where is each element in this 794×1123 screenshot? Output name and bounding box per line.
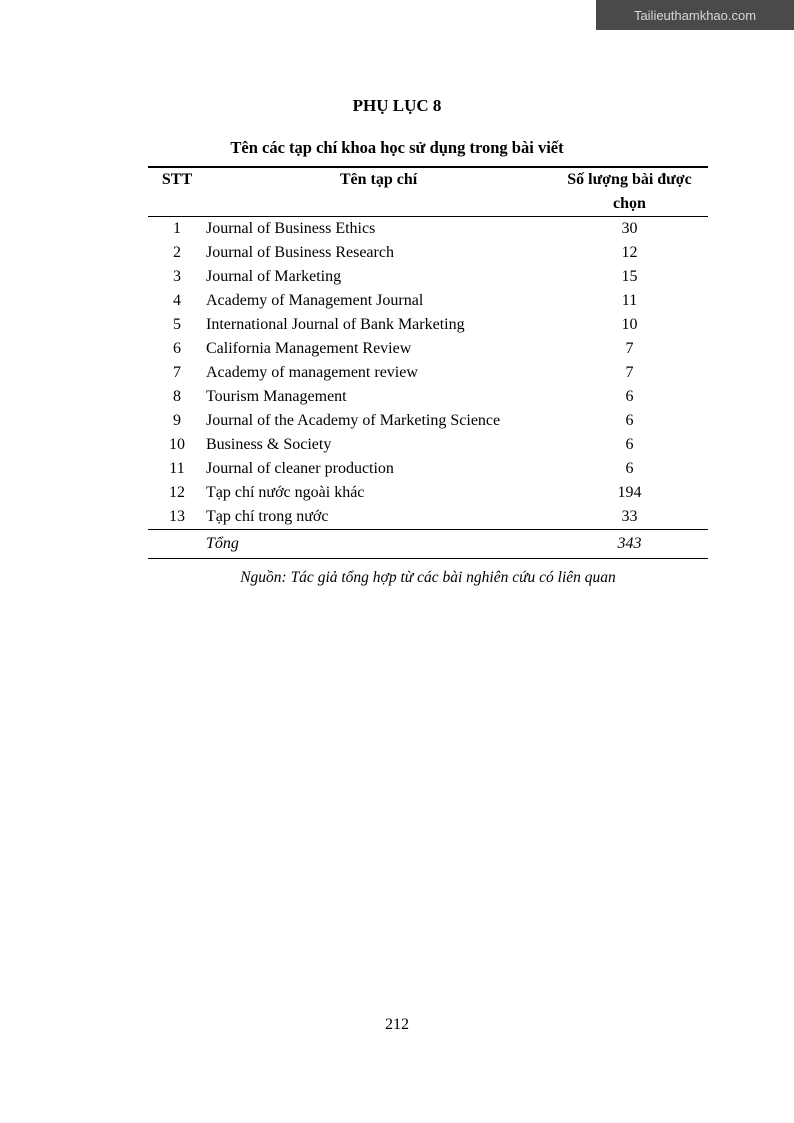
row-journal-name: Academy of Management Journal <box>206 292 424 309</box>
row-stt: 8 <box>173 388 181 405</box>
table-row <box>148 505 708 530</box>
total-row <box>148 530 708 559</box>
row-journal-name: Tạp chí trong nước <box>206 508 329 525</box>
source-note: Nguồn: Tác giả tổng hợp từ các bài nghiên cứu có liên quan <box>240 569 616 586</box>
row-stt: 11 <box>169 460 185 477</box>
table-body <box>148 217 708 530</box>
row-stt: 4 <box>173 292 181 309</box>
row-count: 6 <box>625 412 634 429</box>
table-row <box>148 385 708 409</box>
row-stt: 13 <box>169 508 185 525</box>
row-stt: 1 <box>173 220 181 237</box>
header-stt: STT <box>148 167 206 217</box>
row-count: 7 <box>625 364 634 381</box>
table-row <box>148 313 708 337</box>
row-journal-name: Journal of cleaner production <box>206 460 394 477</box>
header-count: Số lượng bài được chọn <box>551 167 708 217</box>
row-stt: 9 <box>173 412 181 429</box>
row-count: 30 <box>621 220 638 237</box>
total-label: Tổng <box>206 530 551 559</box>
row-journal-name: Business & Society <box>206 436 332 453</box>
row-journal-name: Journal of Business Research <box>206 244 394 261</box>
row-journal-name: Tạp chí nước ngoài khác <box>206 484 365 501</box>
row-journal-name: California Management Review <box>206 340 412 357</box>
total-value: 343 <box>551 530 708 559</box>
table-row <box>148 433 708 457</box>
total-empty-cell <box>148 530 206 559</box>
table-row <box>148 241 708 265</box>
journals-table <box>148 166 708 559</box>
table-row <box>148 289 708 313</box>
row-journal-name: Journal of Marketing <box>206 268 342 285</box>
row-count: 33 <box>621 508 638 525</box>
row-stt: 7 <box>173 364 181 381</box>
row-count: 194 <box>617 484 642 501</box>
row-count: 10 <box>621 316 638 333</box>
page-number: 212 <box>385 1016 409 1033</box>
table-row <box>148 217 708 242</box>
row-stt: 2 <box>173 244 181 261</box>
appendix-title: PHỤ LỤC 8 <box>352 96 442 115</box>
row-stt: 5 <box>173 316 181 333</box>
table-row <box>148 361 708 385</box>
watermark-text: Tailieuthamkhao.com <box>633 7 757 23</box>
header-name: Tên tạp chí <box>206 167 551 217</box>
table-row <box>148 337 708 361</box>
row-journal-name: International Journal of Bank Marketing <box>206 316 465 333</box>
row-count: 11 <box>621 292 638 309</box>
row-count: 6 <box>625 388 634 405</box>
row-journal-name: Tourism Management <box>206 388 347 405</box>
table-row <box>148 265 708 289</box>
table-row <box>148 409 708 433</box>
row-count: 6 <box>625 436 634 453</box>
table-row <box>148 457 708 481</box>
row-count: 15 <box>621 268 638 285</box>
row-count: 7 <box>625 340 634 357</box>
row-count: 12 <box>621 244 638 261</box>
row-journal-name: Journal of Business Ethics <box>206 220 376 237</box>
row-stt: 10 <box>169 436 185 453</box>
row-count: 6 <box>625 460 634 477</box>
table-title: Tên các tạp chí khoa học sử dụng trong bài viết <box>230 138 564 157</box>
watermark-bar <box>596 0 794 30</box>
row-stt: 6 <box>173 340 181 357</box>
row-journal-name: Journal of the Academy of Marketing Science <box>206 412 501 429</box>
table-header <box>148 167 708 217</box>
row-stt: 3 <box>173 268 181 285</box>
row-journal-name: Academy of management review <box>206 364 418 381</box>
table-row <box>148 481 708 505</box>
row-stt: 12 <box>169 484 185 501</box>
